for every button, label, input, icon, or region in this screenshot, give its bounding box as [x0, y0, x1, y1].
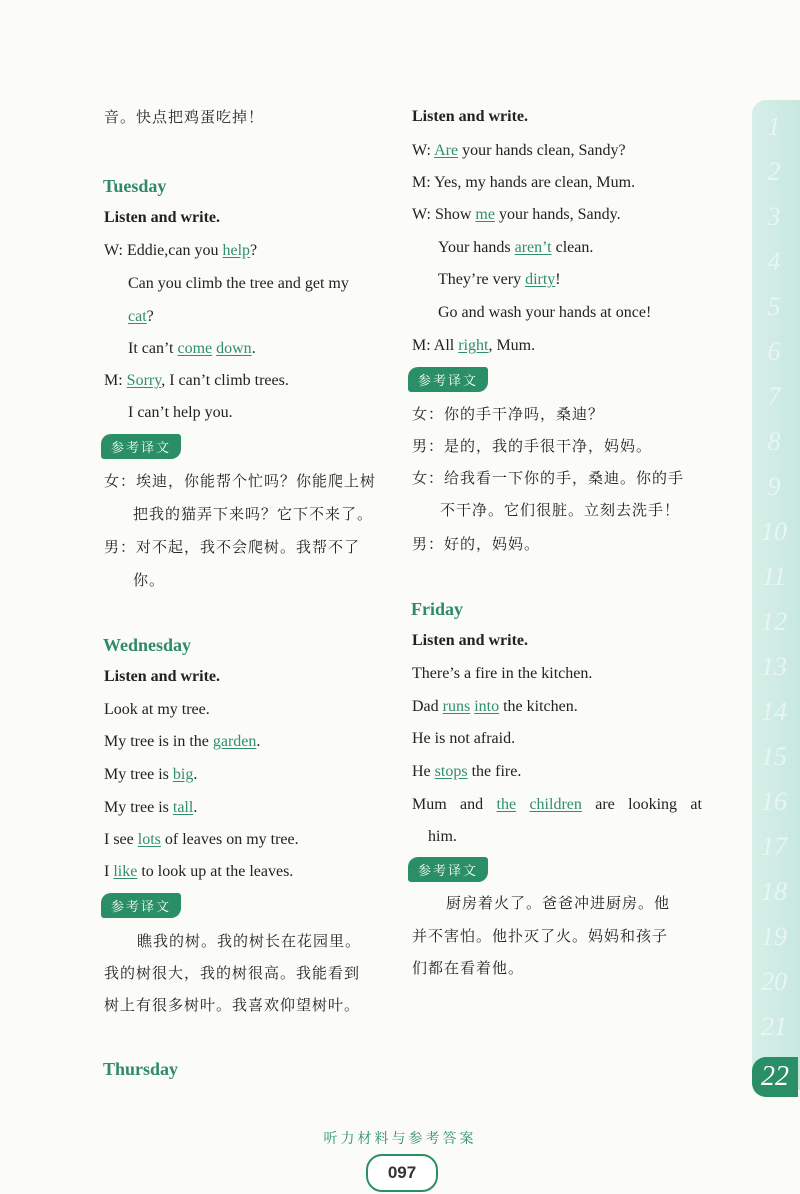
tuesday-line-3: cat?: [128, 308, 154, 325]
page-number-badge: [366, 1154, 438, 1192]
friday-subtitle: Listen and write.: [412, 632, 528, 649]
unit-tab-7[interactable]: 7: [767, 382, 781, 411]
tuesday-subtitle: Listen and write.: [104, 209, 220, 226]
friday-line-1: There’s a fire in the kitchen.: [412, 665, 593, 682]
right-line-7: M: All right, Mum.: [412, 337, 536, 354]
wednesday-line-1: Look at my tree.: [104, 701, 210, 718]
friday-zh-2: 并不害怕。他扑灭了火。妈妈和孩子: [412, 927, 669, 945]
tuesday-zh-3: 男：对不起，我不会爬树。我帮不了: [104, 538, 361, 556]
friday-line-6: him.: [428, 828, 457, 845]
unit-tab-22[interactable]: 22: [752, 1057, 798, 1097]
right-zh-5: 男：好的，妈妈。: [412, 535, 541, 553]
unit-tab-17[interactable]: 17: [761, 832, 787, 861]
wednesday-line-4: My tree is tall.: [104, 799, 198, 816]
unit-tab-3[interactable]: 3: [767, 202, 781, 231]
right-line-6: Go and wash your hands at once!: [438, 304, 652, 321]
wednesday-translation-badge: 参考译文: [101, 893, 181, 918]
right-line-1: W: Are your hands clean, Sandy?: [412, 142, 626, 159]
friday-zh-1: 厨房着火了。爸爸冲进厨房。他: [446, 894, 671, 912]
wednesday-line-5: I see lots of leaves on my tree.: [104, 831, 299, 848]
tuesday-title: Tuesday: [103, 176, 167, 196]
friday-zh-3: 们都在看着他。: [412, 959, 525, 977]
unit-tab-10[interactable]: 10: [761, 517, 787, 546]
tuesday-zh-1: 女：埃迪，你能帮个忙吗？你能爬上树: [104, 472, 377, 490]
friday-title: Friday: [411, 599, 463, 619]
unit-tab-12[interactable]: 12: [761, 607, 787, 636]
right-zh-1: 女：你的手干净吗，桑迪？: [412, 405, 605, 423]
tuesday-line-1: W: Eddie,can you help?: [104, 242, 258, 259]
wednesday-subtitle: Listen and write.: [104, 668, 220, 685]
page-number: 097: [387, 1163, 417, 1182]
tuesday-translation-badge: 参考译文: [101, 434, 181, 459]
wednesday-title: Wednesday: [103, 635, 192, 655]
wednesday-line-6: I like to look up at the leaves.: [104, 863, 294, 880]
right-translation-badge-1: 参考译文: [408, 367, 488, 392]
unit-tab-9[interactable]: 9: [767, 472, 781, 501]
wednesday-line-2: My tree is in the garden.: [104, 733, 261, 750]
friday-line-3: He is not afraid.: [412, 730, 516, 747]
unit-tab-21[interactable]: 21: [761, 1012, 787, 1041]
unit-tab-1[interactable]: 1: [767, 112, 781, 141]
tuesday-line-2: Can you climb the tree and get my: [128, 275, 349, 292]
wednesday-zh-3: 树上有很多树叶。我喜欢仰望树叶。: [104, 996, 361, 1014]
unit-tab-13[interactable]: 13: [761, 652, 787, 681]
unit-tab-19[interactable]: 19: [761, 922, 787, 951]
unit-tab-2[interactable]: 2: [767, 157, 781, 186]
wednesday-line-3: My tree is big.: [104, 766, 198, 783]
friday-translation-badge: 参考译文: [408, 857, 488, 882]
right-line-4: Your hands aren’t clean.: [438, 239, 594, 256]
top-line: 音。快点把鸡蛋吃掉！: [104, 108, 265, 126]
tuesday-line-6: I can’t help you.: [128, 404, 233, 421]
unit-tab-18[interactable]: 18: [761, 877, 787, 906]
right-subtitle-1: Listen and write.: [412, 108, 528, 125]
unit-tab-5[interactable]: 5: [767, 292, 781, 321]
tuesday-zh-2: 把我的猫弄下来吗？它下不来了。: [133, 505, 374, 523]
unit-tab-6[interactable]: 6: [767, 337, 781, 366]
tuesday-line-4: It can’t come down.: [128, 340, 256, 357]
unit-tab-15[interactable]: 15: [761, 742, 787, 771]
right-zh-4: 不干净。它们很脏。立刻去洗手！: [440, 501, 681, 519]
right-line-5: They’re very dirty!: [438, 271, 561, 288]
footer-caption: 听力材料与参考答案: [323, 1131, 477, 1147]
wednesday-zh-1: 瞧我的树。我的树长在花园里。: [137, 932, 362, 950]
friday-line-4: He stops the fire.: [412, 763, 522, 780]
unit-tab-8[interactable]: 8: [767, 427, 781, 456]
tuesday-zh-4: 你。: [133, 571, 166, 589]
unit-tab-4[interactable]: 4: [767, 247, 781, 276]
unit-tab-11[interactable]: 11: [761, 562, 787, 591]
tuesday-line-5: M: Sorry, I can’t climb trees.: [104, 372, 289, 389]
thursday-title: Thursday: [103, 1059, 179, 1079]
right-zh-3: 女：给我看一下你的手，桑迪。你的手: [412, 469, 685, 487]
friday-line-5: Mum and the children are looking at: [412, 796, 702, 813]
friday-line-2: Dad runs into the kitchen.: [412, 698, 578, 715]
right-line-2: M: Yes, my hands are clean, Mum.: [412, 174, 636, 191]
right-zh-2: 男：是的，我的手很干净，妈妈。: [412, 437, 653, 455]
wednesday-zh-2: 我的树很大，我的树很高。我能看到: [104, 964, 361, 982]
unit-tab-14[interactable]: 14: [761, 697, 787, 726]
right-line-3: W: Show me your hands, Sandy.: [412, 206, 621, 223]
unit-tab-16[interactable]: 16: [761, 787, 787, 816]
unit-tab-20[interactable]: 20: [761, 967, 787, 996]
